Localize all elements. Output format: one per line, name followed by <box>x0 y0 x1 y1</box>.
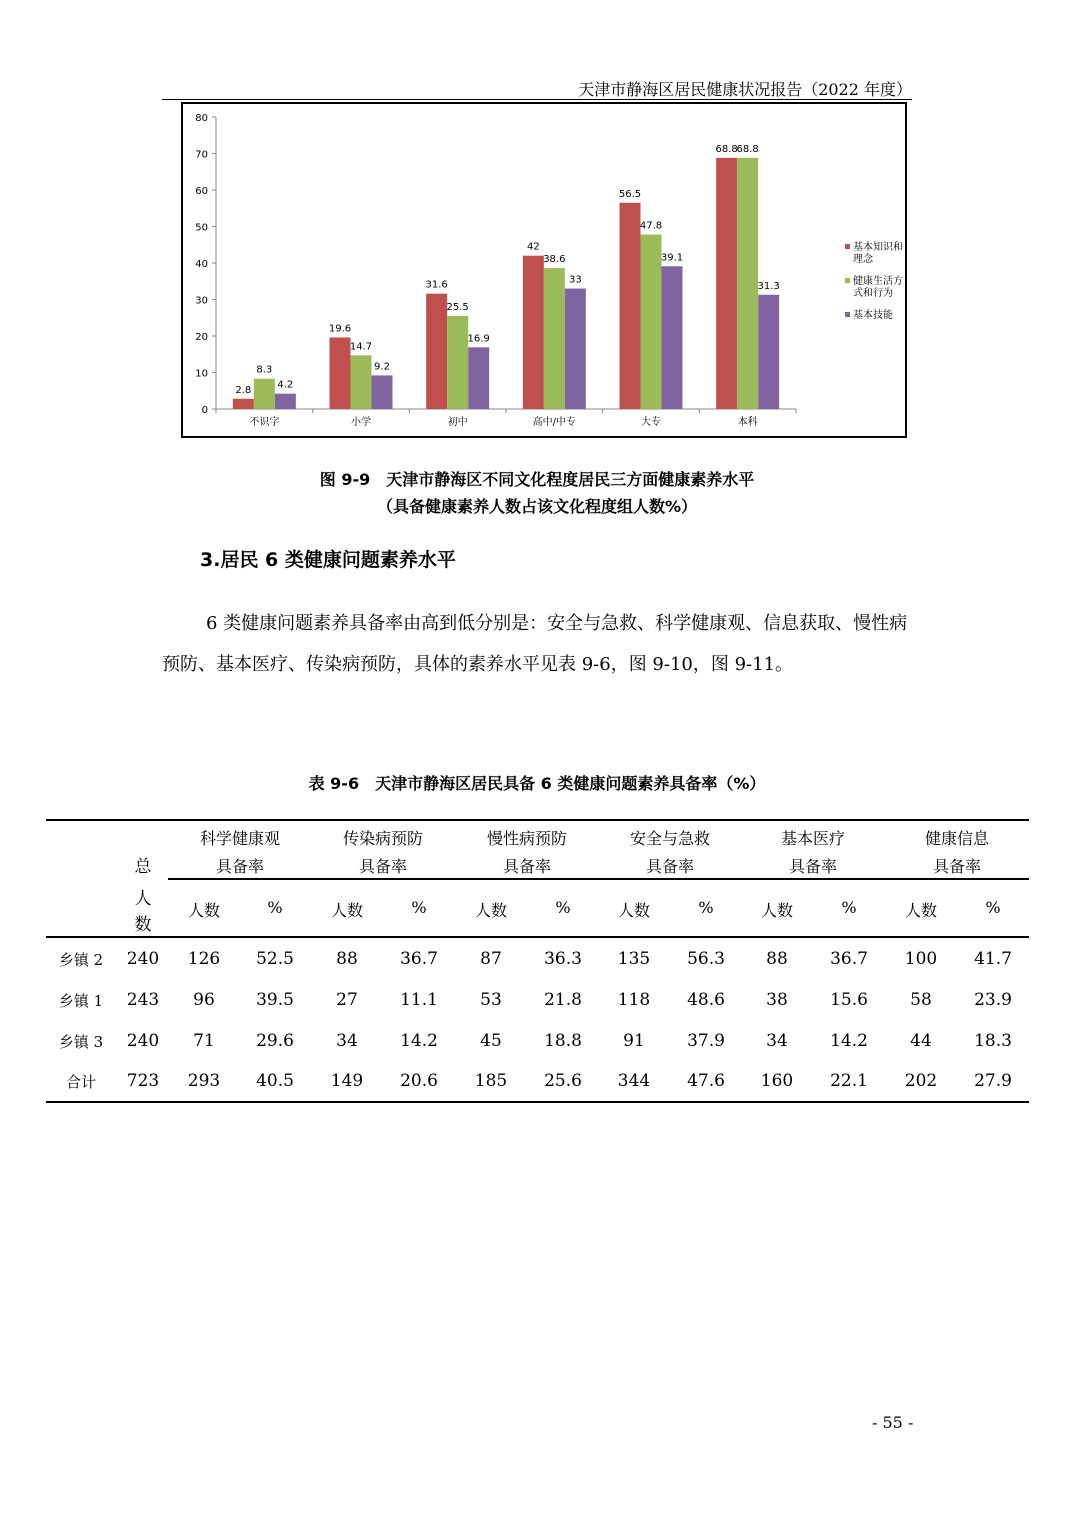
section-paragraph: 6 类健康问题素养具备率由高到低分别是：安全与急救、科学健康观、信息获取、慢性病预防、基本医疗、传染病预防，具体的素养水平见表 9-6，图 9-10，图 9-11。 <box>162 613 908 675</box>
y-tick-label: 60 <box>195 186 208 197</box>
table-cell: 14.2 <box>830 1031 868 1051</box>
table-cell: 52.5 <box>256 949 294 969</box>
bar-初中-健康生活方式和行为 <box>447 316 468 409</box>
x-category-label: 不识字 <box>249 417 280 428</box>
sub-header-percent: % <box>698 898 714 917</box>
bar-小学-基本知识和理念 <box>330 337 351 409</box>
sub-header-count: 人数 <box>474 901 507 920</box>
sub-header-percent: % <box>411 898 427 917</box>
figure-caption-line2: （具备健康素养人数占该文化程度组人数%） <box>376 497 698 516</box>
row-label: 乡镇 3 <box>58 1033 104 1051</box>
table-cell: 15.6 <box>830 990 868 1010</box>
bar-data-label: 2.8 <box>235 384 252 396</box>
table-cell: 45 <box>480 1031 502 1051</box>
table-cell: 48.6 <box>687 990 725 1010</box>
group-header-rate: 具备率 <box>645 857 694 876</box>
table-cell: 240 <box>126 1031 160 1051</box>
x-category-label: 大专 <box>641 417 661 428</box>
table-cell: 18.3 <box>974 1031 1012 1051</box>
table-cell: 71 <box>193 1031 215 1051</box>
table-cell: 44 <box>910 1031 932 1051</box>
bar-小学-健康生活方式和行为 <box>351 355 372 409</box>
x-category-label: 高中/中专 <box>532 417 577 428</box>
table-cell: 149 <box>330 1071 364 1091</box>
y-tick-label: 0 <box>201 405 208 416</box>
bar-高中/中专-基本知识和理念 <box>523 256 544 409</box>
table-cell: 38 <box>766 990 788 1010</box>
y-tick-label: 10 <box>195 368 208 380</box>
table-cell: 58 <box>910 990 932 1010</box>
table-group-rule <box>168 878 1029 880</box>
bar-大专-健康生活方式和行为 <box>641 235 662 409</box>
legend-swatch-基本技能 <box>845 312 850 317</box>
report-header-title: 天津市静海区居民健康状况报告（2022 年度） <box>578 80 912 99</box>
table-cell: 39.5 <box>256 990 294 1010</box>
chart-frame <box>181 102 907 438</box>
group-header-name: 科学健康观 <box>199 829 280 848</box>
y-tick-label: 20 <box>195 332 208 343</box>
bar-data-label: 56.5 <box>618 188 642 200</box>
table-cell: 21.8 <box>544 990 582 1010</box>
group-header-name: 健康信息 <box>924 829 989 848</box>
bar-data-label: 14.7 <box>349 341 373 353</box>
bar-data-label: 8.3 <box>256 364 273 376</box>
group-header-rate: 具备率 <box>358 857 407 876</box>
sub-header-count: 人数 <box>617 901 650 920</box>
table-cell: 96 <box>193 990 215 1010</box>
table-cell: 344 <box>617 1071 651 1091</box>
sub-header-count: 人数 <box>760 901 793 920</box>
sub-header-count: 人数 <box>904 901 937 920</box>
table-cell: 88 <box>766 949 788 969</box>
bar-data-label: 33 <box>568 274 582 286</box>
y-tick-label: 50 <box>195 222 208 234</box>
bar-不识字-健康生活方式和行为 <box>254 379 275 409</box>
group-header-name: 慢性病预防 <box>486 829 567 848</box>
table-cell: 87 <box>480 949 502 969</box>
total-header-char: 数 <box>134 915 152 935</box>
bar-data-label: 39.1 <box>660 252 684 264</box>
legend-swatch-基本知识和理念 <box>845 244 850 249</box>
bar-高中/中专-基本技能 <box>565 289 586 409</box>
bar-不识字-基本技能 <box>275 394 296 409</box>
table-cell: 36.7 <box>830 949 868 969</box>
table-cell: 243 <box>126 990 160 1010</box>
group-header-rate: 具备率 <box>215 857 264 876</box>
legend-label: 基本知识和 <box>853 242 903 253</box>
table-header-rule <box>46 936 1029 938</box>
bar-data-label: 47.8 <box>639 220 663 232</box>
table-cell: 40.5 <box>256 1071 294 1091</box>
bar-data-label: 25.5 <box>446 301 469 313</box>
table-cell: 27.9 <box>974 1071 1012 1091</box>
table-cell: 56.3 <box>687 949 725 969</box>
group-header-name: 安全与急救 <box>629 829 710 848</box>
group-header-name: 传染病预防 <box>342 829 423 848</box>
table-cell: 240 <box>126 949 160 969</box>
figure-caption-line1: 图 9-9 天津市静海区不同文化程度居民三方面健康素养水平 <box>319 470 755 489</box>
total-header-char: 人 <box>134 889 152 909</box>
bar-data-label: 19.6 <box>328 323 352 335</box>
bar-初中-基本知识和理念 <box>426 294 447 409</box>
education-bar-chart <box>183 104 905 436</box>
table-cell: 118 <box>617 990 651 1010</box>
table-title: 表 9-6 天津市静海区居民具备 6 类健康问题素养具备率（%） <box>308 774 766 793</box>
bar-本科-基本知识和理念 <box>716 158 737 409</box>
bar-初中-基本技能 <box>468 347 489 409</box>
bar-data-label: 38.6 <box>543 254 566 266</box>
bar-data-label: 31.6 <box>425 279 448 291</box>
bar-小学-基本技能 <box>372 375 393 409</box>
sub-header-percent: % <box>555 898 571 917</box>
y-tick-label: 70 <box>195 149 208 161</box>
table-cell: 34 <box>336 1031 358 1051</box>
bar-大专-基本技能 <box>662 266 683 409</box>
group-header-rate: 具备率 <box>932 857 981 876</box>
bar-data-label: 4.2 <box>277 379 294 391</box>
x-category-label: 小学 <box>351 417 371 428</box>
sub-header-percent: % <box>841 898 857 917</box>
table-cell: 126 <box>187 949 221 969</box>
table-cell: 47.6 <box>687 1071 725 1091</box>
sub-header-percent: % <box>985 898 1001 917</box>
y-tick-label: 40 <box>195 259 208 270</box>
table-cell: 23.9 <box>974 990 1012 1010</box>
table-cell: 135 <box>617 949 651 969</box>
bar-data-label: 31.3 <box>757 280 780 292</box>
sub-header-count: 人数 <box>330 901 363 920</box>
bar-本科-基本技能 <box>758 295 779 409</box>
table-cell: 41.7 <box>974 949 1012 969</box>
x-category-label: 初中 <box>447 417 468 428</box>
y-tick-label: 30 <box>195 295 208 307</box>
group-header-rate: 具备率 <box>502 857 551 876</box>
row-label: 合计 <box>65 1073 96 1091</box>
table-cell: 293 <box>187 1071 221 1091</box>
legend-label: 式和行为 <box>853 288 893 299</box>
sub-header-percent: % <box>267 898 283 917</box>
sub-header-count: 人数 <box>187 901 220 920</box>
table-cell: 160 <box>760 1071 794 1091</box>
table-cell: 22.1 <box>830 1071 868 1091</box>
legend-swatch-健康生活方式和行为 <box>845 278 850 283</box>
legend-label: 健康生活方 <box>853 276 903 287</box>
table-cell: 100 <box>904 949 938 969</box>
row-label: 乡镇 2 <box>58 951 104 969</box>
section-heading: 3.居民 6 类健康问题素养水平 <box>200 549 456 571</box>
table-cell: 27 <box>336 990 358 1010</box>
y-tick-label: 80 <box>195 113 208 124</box>
bar-高中/中专-健康生活方式和行为 <box>544 268 565 409</box>
bar-不识字-基本知识和理念 <box>233 399 254 409</box>
bar-data-label: 42 <box>526 241 540 253</box>
group-header-name: 基本医疗 <box>780 829 845 848</box>
bar-本科-健康生活方式和行为 <box>737 158 758 409</box>
total-header-char: 总 <box>134 857 152 877</box>
table-cell: 18.8 <box>544 1031 582 1051</box>
table-cell: 11.1 <box>400 990 438 1010</box>
table-cell: 53 <box>480 990 502 1010</box>
table-top-rule <box>46 819 1029 821</box>
page-number: - 55 - <box>872 1413 914 1432</box>
bar-data-label: 16.9 <box>467 333 490 345</box>
bar-data-label: 68.8 <box>736 143 759 155</box>
table-cell: 34 <box>766 1031 788 1051</box>
header-rule <box>162 99 912 100</box>
bar-大专-基本知识和理念 <box>620 203 641 409</box>
bar-data-label: 68.8 <box>715 143 738 155</box>
table-cell: 723 <box>126 1071 160 1091</box>
table-cell: 37.9 <box>687 1031 725 1051</box>
legend-label: 基本技能 <box>853 310 893 321</box>
table-cell: 202 <box>904 1071 938 1091</box>
table-cell: 36.7 <box>400 949 438 969</box>
group-header-rate: 具备率 <box>788 857 837 876</box>
table-bottom-rule <box>46 1101 1029 1103</box>
legend-label: 理念 <box>853 254 873 265</box>
table-cell: 29.6 <box>256 1031 294 1051</box>
table-cell: 36.3 <box>544 949 582 969</box>
x-category-label: 本科 <box>737 417 758 428</box>
table-cell: 88 <box>336 949 358 969</box>
row-label: 乡镇 1 <box>58 992 104 1010</box>
table-cell: 25.6 <box>544 1071 582 1091</box>
table-cell: 185 <box>474 1071 508 1091</box>
table-cell: 91 <box>623 1031 645 1051</box>
table-cell: 14.2 <box>400 1031 438 1051</box>
table-cell: 20.6 <box>400 1071 438 1091</box>
bar-data-label: 9.2 <box>374 361 390 373</box>
